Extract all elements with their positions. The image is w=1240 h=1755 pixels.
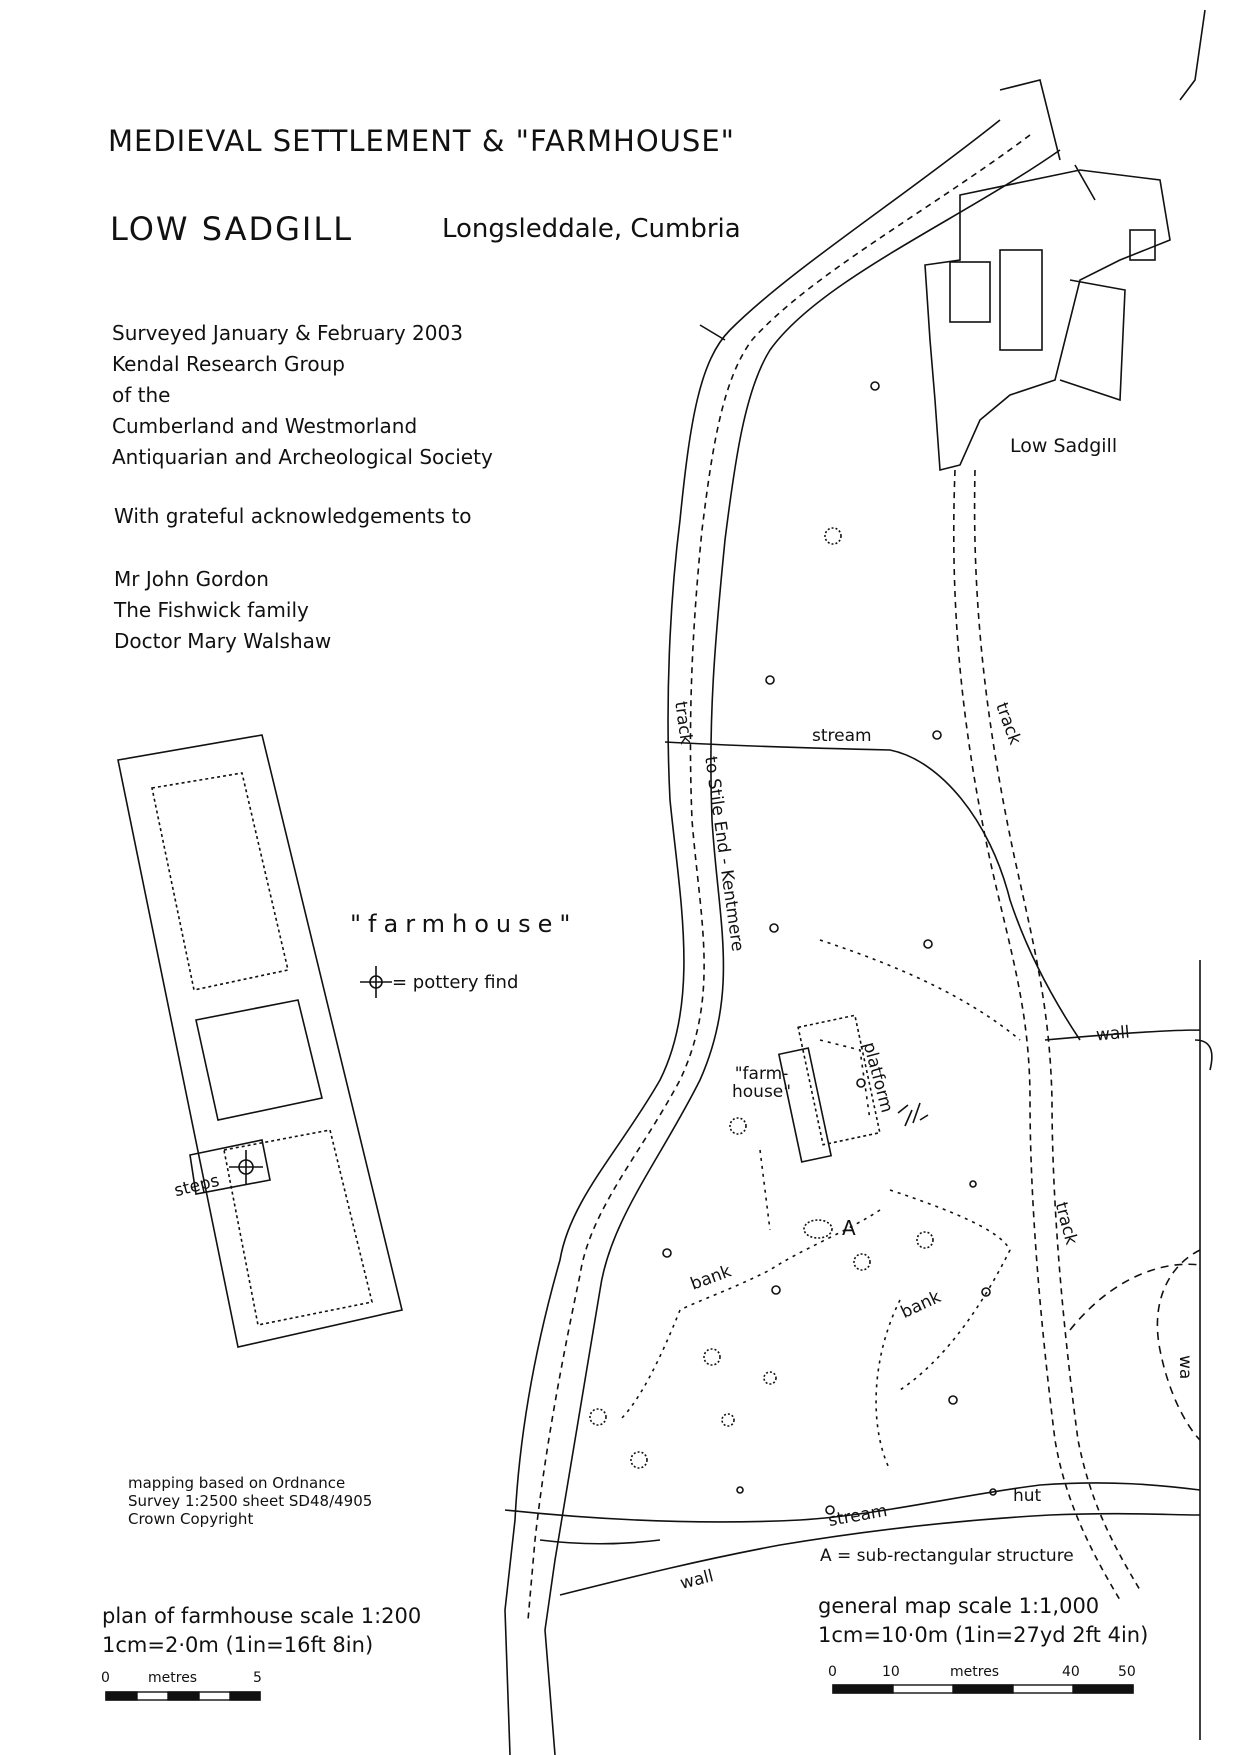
stream-lower-label: stream — [826, 1500, 889, 1532]
buildings-low-sadgill — [925, 170, 1170, 470]
low-sadgill-label: Low Sadgill — [1010, 435, 1118, 457]
farmhouse-plan-room-2 — [196, 1000, 322, 1120]
general-bar-50: 50 — [1118, 1664, 1136, 1680]
general-scale — [818, 1592, 1148, 1650]
track-road-left-edge — [505, 120, 1000, 1755]
structure-a — [804, 1220, 832, 1238]
source-line: Crown Copyright — [128, 1510, 254, 1528]
plan-bar-0: 0 — [101, 1670, 110, 1686]
acknowledgement: With grateful acknowledgements to — [114, 504, 472, 528]
credits-block — [112, 318, 493, 473]
plan-scale — [102, 1602, 421, 1660]
general-bar-unit: metres — [950, 1664, 1000, 1680]
person: Mr John Gordon — [114, 567, 269, 591]
track-to-label: to Stile End - Kentmere — [700, 755, 748, 953]
plan-scale-title: plan of farmhouse scale 1:200 — [102, 1604, 422, 1628]
pottery-legend: = pottery find — [392, 972, 519, 993]
bank-left-label: bank — [687, 1261, 734, 1295]
map-border-top — [1180, 10, 1205, 100]
plan-bar-5: 5 — [253, 1670, 262, 1686]
people-list — [114, 564, 331, 657]
track-left-label: track — [670, 700, 697, 746]
stream-upper-label: stream — [812, 726, 872, 746]
site-name: LOW SADGILL — [110, 210, 354, 248]
source-line: Survey 1:2500 sheet SD48/4905 — [128, 1492, 373, 1510]
person: Doctor Mary Walshaw — [114, 629, 332, 653]
scale-bar-plan — [106, 1692, 260, 1700]
general-scale-title: general map scale 1:1,000 — [818, 1594, 1100, 1618]
general-scale-equiv: 1cm=10·0m (1in=27yd 2ft 4in) — [818, 1623, 1149, 1647]
credit-line: Cumberland and Westmorland — [112, 414, 418, 438]
general-bar-40: 40 — [1062, 1664, 1080, 1680]
credit-line: Surveyed January & February 2003 — [112, 321, 463, 345]
track-road-right-edge — [545, 150, 1060, 1755]
source-line: mapping based on Ordnance — [128, 1474, 346, 1492]
farmhouse-plan-outer — [118, 735, 402, 1347]
wall-lower-label: wall — [678, 1566, 716, 1594]
farmhouse-label: "farm- house" — [732, 1064, 792, 1102]
mapping-source — [128, 1474, 372, 1528]
credit-line: of the — [112, 383, 171, 407]
platform-label: platform — [858, 1040, 897, 1115]
structure-a-label: A — [842, 1216, 856, 1240]
site-location: Longsleddale, Cumbria — [442, 214, 741, 244]
plan-scale-equiv: 1cm=2·0m (1in=16ft 8in) — [102, 1633, 374, 1657]
scale-bar-general — [833, 1685, 1133, 1693]
map-title: MEDIEVAL SETTLEMENT & "FARMHOUSE" — [108, 124, 735, 158]
hut-label: hut — [1013, 1486, 1042, 1506]
farmhouse-plan-drawing — [118, 735, 402, 1347]
plan-bar-unit: metres — [148, 1670, 198, 1686]
structure-a-legend: A = sub-rectangular structure — [820, 1546, 1074, 1566]
track-lower-label: track — [1050, 1200, 1082, 1247]
track-right-label: track — [991, 700, 1025, 748]
wall-edge-label: wa — [1175, 1355, 1195, 1380]
general-bar-10: 10 — [882, 1664, 900, 1680]
person: The Fishwick family — [114, 598, 309, 622]
farmhouse-plan-title: "farmhouse" — [350, 910, 578, 938]
bank-right-label: bank — [897, 1287, 945, 1323]
credit-line: Antiquarian and Archeological Society — [112, 445, 493, 469]
wall-right-label: wall — [1095, 1022, 1131, 1046]
steps-label: steps — [172, 1170, 222, 1202]
credit-line: Kendal Research Group — [112, 352, 345, 376]
farmhouse-plan-room-1 — [152, 773, 288, 990]
general-bar-0: 0 — [828, 1664, 837, 1680]
